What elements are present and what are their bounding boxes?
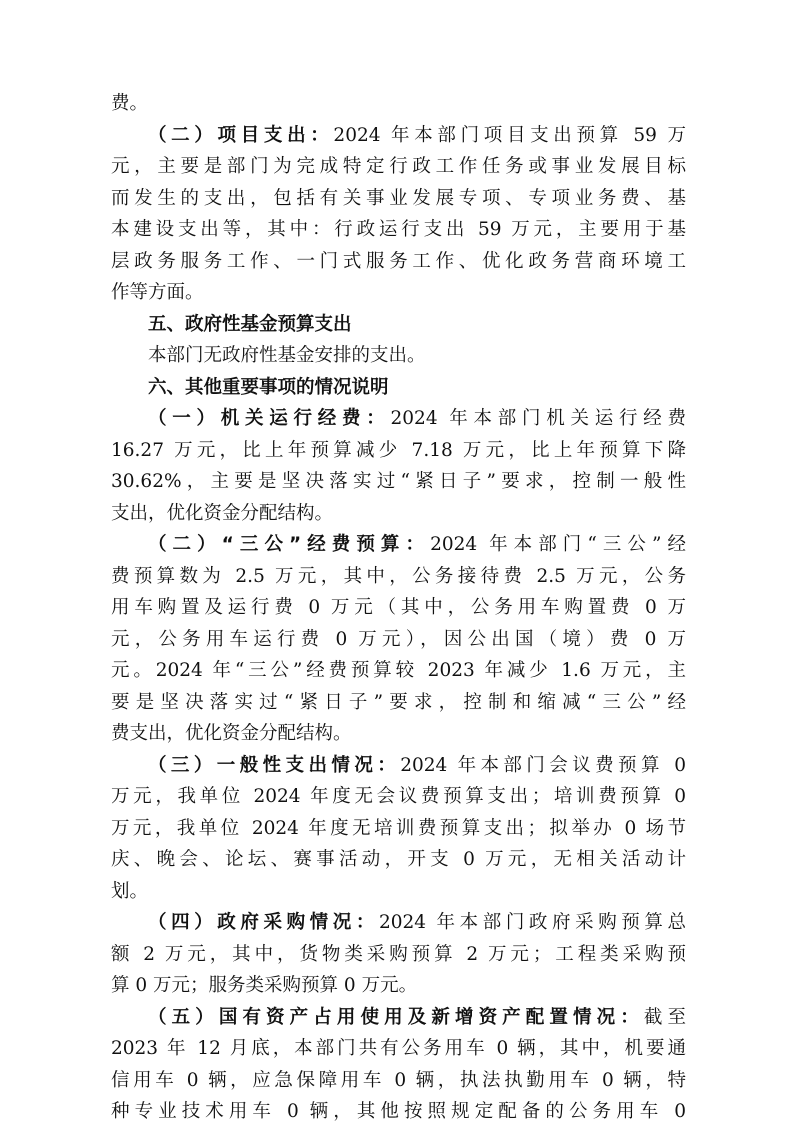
text-line (111, 561, 686, 593)
paragraph (111, 88, 686, 120)
text-line (111, 435, 686, 467)
bold-heading-text: （二）项目支出： (148, 124, 334, 146)
text-line (111, 120, 686, 152)
body-text: 2024 年本部门项目支出预算 59 万 (333, 124, 686, 146)
body-text: 算 0 万元；服务类采购预算 0 万元。 (111, 975, 418, 996)
body-text: 费预算数为 2.5 万元，其中，公务接待费 2.5 万元，公务 (111, 565, 686, 587)
body-text: 元，公务用车运行费 0 万元），因公出国（境）费 0 万 (111, 628, 686, 650)
text-line (111, 246, 686, 278)
bold-heading-text: 五、政府性基金预算支出 (148, 313, 352, 335)
body-text: 2024 年本部门政府采购预算总 (378, 912, 686, 933)
body-text: 费。 (111, 93, 149, 114)
paragraph (111, 1002, 686, 1128)
paragraph (111, 372, 686, 404)
paragraph (111, 309, 686, 341)
text-line (111, 907, 686, 939)
body-text: 信用车 0 辆，应急保障用车 0 辆，执法执勤用车 0 辆，特 (111, 1069, 686, 1091)
text-line (111, 781, 686, 813)
text-line (111, 750, 686, 782)
body-text: 支出，优化资金分配结构。 (111, 502, 334, 524)
text-line (111, 309, 686, 341)
paragraph (111, 529, 686, 750)
paragraph (111, 403, 686, 529)
text-line (111, 466, 686, 498)
text-line (111, 592, 686, 624)
body-text: 种专业技术用车 0 辆，其他按照规定配备的公务用车 0 (111, 1101, 686, 1122)
text-line (111, 151, 686, 183)
text-line (111, 718, 686, 750)
body-text: 用车购置及运行费 0 万元（其中，公务用车购置费 0 万 (111, 597, 686, 618)
paragraph (111, 340, 686, 372)
body-text: 庆、晚会、论坛、赛事活动，开支 0 万元，无相关活动计 (111, 849, 686, 870)
text-line (111, 970, 686, 1002)
document-page (111, 88, 686, 1128)
body-text: 2024 年本部门会议费预算 0 (400, 754, 686, 776)
text-line (111, 1002, 686, 1034)
body-text: 额 2 万元，其中，货物类采购预算 2 万元；工程类采购预 (111, 943, 686, 965)
text-line (111, 687, 686, 719)
text-line (111, 529, 686, 561)
text-line (111, 655, 686, 687)
body-text: 2023 年 12 月底，本部门共有公务用车 0 辆，其中，机要通 (111, 1038, 686, 1059)
text-line (111, 88, 686, 120)
body-text: 元，主要是部门为完成特定行政工作任务或事业发展目标 (111, 156, 686, 177)
body-text: 费支出，优化资金分配结构。 (111, 723, 352, 744)
text-line (111, 214, 686, 246)
body-text: 元。2024 年“三公”经费预算较 2023 年减少 1.6 万元，主 (111, 660, 686, 681)
bold-heading-text: （二）“三公”经费预算： (148, 534, 431, 555)
body-text: 万元，我单位 2024 年度无会议费预算支出；培训费预算 0 (111, 786, 686, 807)
text-line (111, 1096, 686, 1128)
text-line (111, 813, 686, 845)
text-line (111, 939, 686, 971)
bold-heading-text: 六、其他重要事项的情况说明 (148, 376, 389, 398)
paragraph (111, 907, 686, 1002)
text-line (111, 1033, 686, 1065)
paragraph (111, 750, 686, 908)
body-text: 2024 年本部门机关运行经费 (390, 408, 686, 429)
body-text: 本部门无政府性基金安排的支出。 (148, 345, 426, 366)
text-line (111, 624, 686, 656)
body-text: 万元，我单位 2024 年度无培训费预算支出；拟举办 0 场节 (111, 817, 686, 839)
body-text: 2024 年本部门“三公”经 (430, 534, 686, 555)
body-text: 要是坚决落实过“紧日子”要求，控制和缩减“三公”经 (111, 691, 686, 713)
bold-heading-text: （一）机关运行经费： (148, 408, 391, 429)
text-line (111, 844, 686, 876)
text-line (111, 498, 686, 530)
text-line (111, 183, 686, 215)
text-line (111, 876, 686, 908)
body-text: 作等方面。 (111, 282, 204, 303)
body-text: 截至 (643, 1006, 686, 1028)
body-text: 层政务服务工作、一门式服务工作、优化政务营商环境工 (111, 250, 686, 272)
body-text: 划。 (111, 880, 149, 902)
text-line (111, 372, 686, 404)
text-line (111, 403, 686, 435)
bold-heading-text: （四）政府采购情况： (148, 912, 379, 933)
body-text: 30.62%，主要是坚决落实过“紧日子”要求，控制一般性 (111, 471, 686, 492)
paragraph (111, 120, 686, 309)
text-line (111, 277, 686, 309)
text-line (111, 1065, 686, 1097)
bold-heading-text: （五）国有资产占用使用及新增资产配置情况： (148, 1006, 644, 1028)
body-text: 16.27 万元，比上年预算减少 7.18 万元，比上年预算下降 (111, 439, 686, 461)
body-text: 而发生的支出，包括有关事业发展专项、专项业务费、基 (111, 187, 686, 209)
body-text: 本建设支出等，其中：行政运行支出 59 万元，主要用于基 (111, 219, 686, 240)
text-line (111, 340, 686, 372)
bold-heading-text: （三）一般性支出情况： (148, 754, 401, 776)
